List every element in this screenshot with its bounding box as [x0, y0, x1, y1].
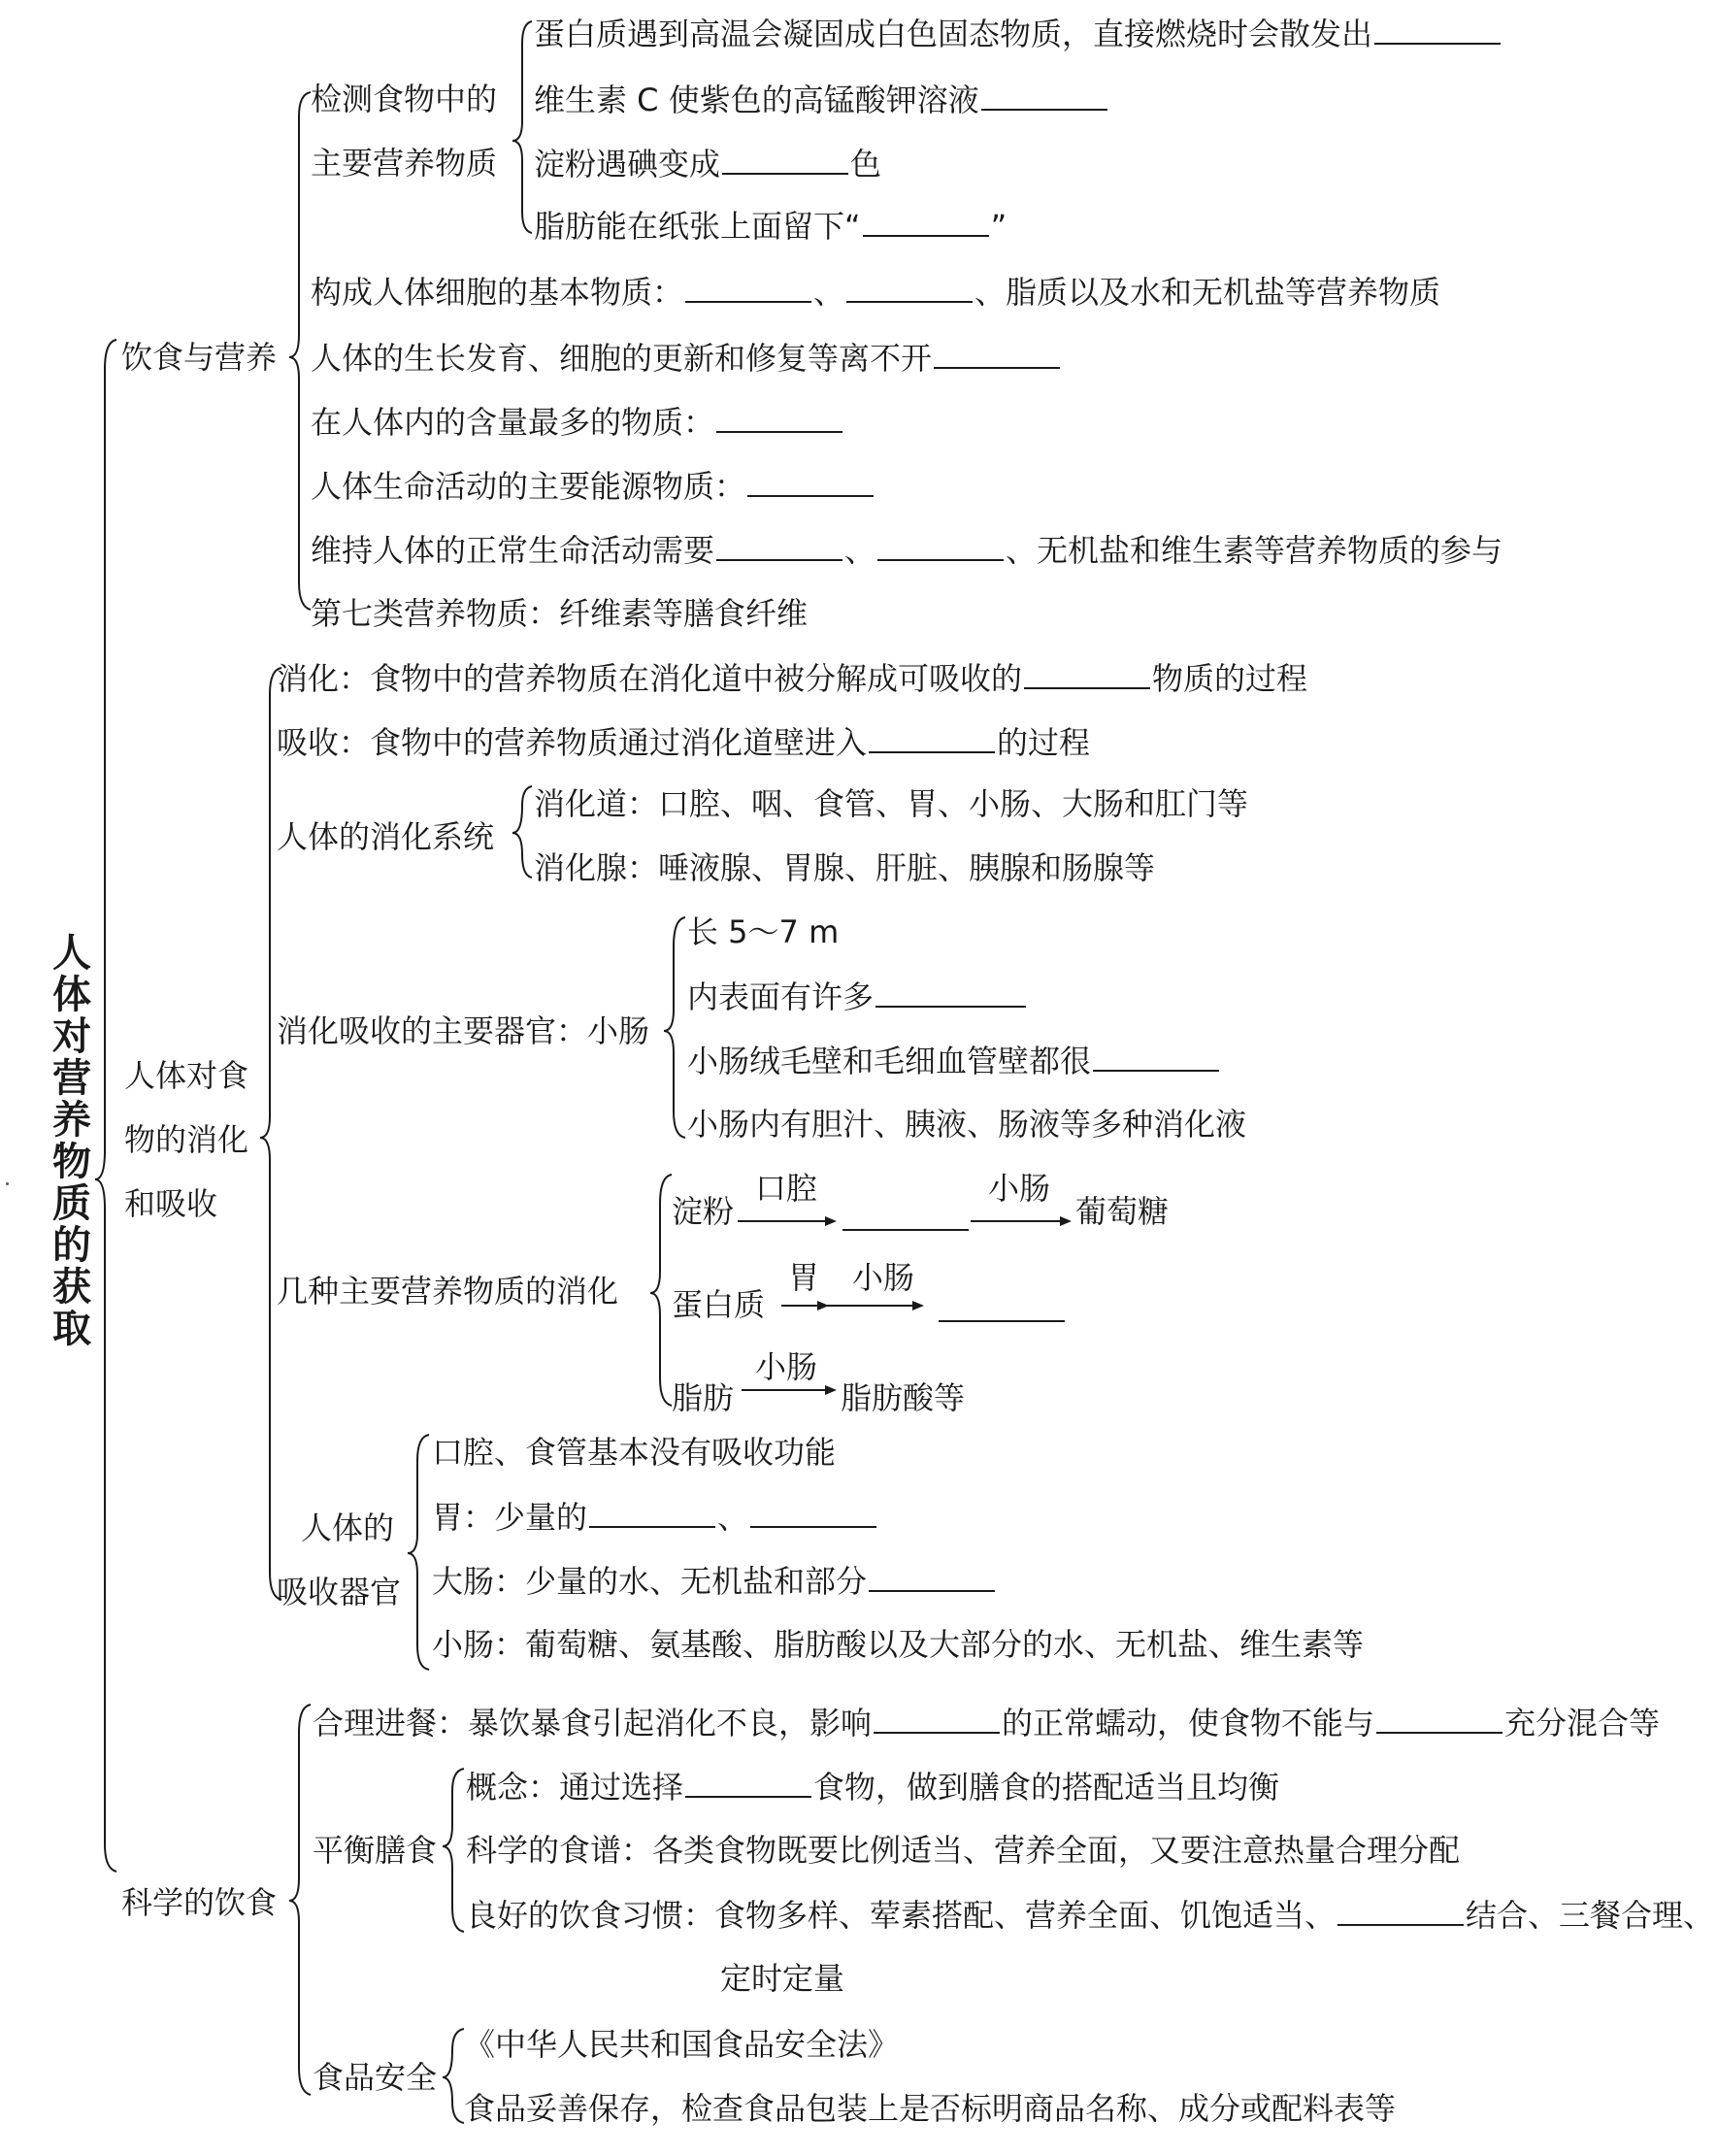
arrowhead [1060, 1216, 1072, 1226]
arrowhead [825, 1216, 837, 1226]
diet-item-text: 在人体内的含量最多的物质： [311, 404, 715, 441]
detect-item [534, 14, 1502, 53]
arrowhead [912, 1301, 924, 1310]
answer-blank[interactable] [747, 466, 874, 497]
small-intestine-juices: 小肠内有胆汁、胰液、肠液等多种消化液 [687, 1106, 1247, 1143]
diet-item-most [311, 402, 844, 442]
diet-item-text: 人体的生长发育、细胞的更新和修复等离不开 [311, 340, 933, 377]
science-text: 良好的饮食习惯：食物多样、荤素搭配、营养全面、饥饱适当、 [466, 1897, 1337, 1934]
root-brace [95, 340, 116, 1872]
answer-blank[interactable] [934, 338, 1060, 369]
science-text: 合理进餐：暴饮暴食引起消化不良，影响 [313, 1705, 873, 1741]
protein-arrow2-label: 小肠 [852, 1259, 915, 1296]
safety-brace [443, 2029, 464, 2123]
stray-dot [6, 1182, 9, 1185]
fat-arrow-label: 小肠 [755, 1348, 818, 1385]
detect-label-2: 主要营养物质 [311, 145, 498, 182]
answer-blank[interactable] [869, 722, 995, 753]
system-tract: 消化道：口腔、咽、食管、胃、小肠、大肠和肛门等 [534, 785, 1249, 822]
answer-blank[interactable] [1376, 1703, 1502, 1734]
starch-name: 淀粉 [672, 1193, 735, 1230]
definition-text: 吸收：食物中的营养物质通过消化道壁进入 [277, 724, 868, 761]
diet-item-text: 、脂质以及水和无机盐等营养物质 [974, 274, 1441, 311]
answer-blank[interactable] [685, 1767, 811, 1798]
answer-blank[interactable] [1337, 1895, 1464, 1926]
diet-item-text: 、无机盐和维生素等营养物质的参与 [1006, 532, 1503, 569]
diet-item-text: 构成人体细胞的基本物质： [311, 274, 684, 311]
small-intestine-length: 长 5～7 m [687, 913, 840, 950]
fat-name: 脂肪 [672, 1379, 735, 1416]
protein-arrow1-label: 胃 [788, 1259, 820, 1296]
diet-item-text: 、 [844, 532, 876, 569]
answer-blank[interactable] [1374, 14, 1501, 45]
detect-item-suffix: 色 [850, 146, 882, 182]
detect-item-text: 脂肪能在纸张上面留下“ [534, 208, 861, 245]
detect-item-text: 淀粉遇碘变成 [534, 146, 721, 182]
science-label: 科学的饮食 [121, 1884, 278, 1921]
answer-blank[interactable] [716, 402, 842, 433]
arrowhead [825, 1385, 837, 1395]
detect-item-text: 维生素 C 使紫色的高锰酸钾溶液 [534, 82, 979, 118]
protein-name: 蛋白质 [672, 1286, 766, 1323]
answer-blank[interactable] [1093, 1041, 1219, 1072]
starch-end: 葡萄糖 [1075, 1193, 1170, 1230]
balanced-habits-cont: 定时定量 [720, 1960, 845, 1997]
diet-item-seventh: 第七类营养物质：纤维素等膳食纤维 [311, 595, 809, 632]
small-intestine-wall [687, 1041, 1221, 1080]
diet-item-text: 、 [813, 274, 845, 311]
absorb-stomach [432, 1497, 878, 1537]
diet-item-maintain [311, 530, 1502, 570]
definition-text: 的过程 [997, 724, 1091, 761]
arrowhead [817, 1301, 829, 1310]
answer-blank[interactable] [722, 144, 848, 175]
starch-arrow1-label: 口腔 [755, 1170, 818, 1207]
absorption-definition [277, 722, 1090, 762]
system-brace [512, 786, 532, 878]
small-intestine-text: 内表面有许多 [687, 978, 875, 1015]
small-intestine-text: 小肠绒毛壁和毛细血管壁都很 [687, 1043, 1092, 1079]
science-text: 食物，做到膳食的搭配适当且均衡 [813, 1769, 1280, 1806]
answer-blank[interactable] [685, 272, 811, 303]
science-brace [289, 1705, 311, 2095]
detect-item-suffix: ” [990, 208, 1007, 245]
system-label: 人体的消化系统 [277, 818, 495, 855]
fat-end: 脂肪酸等 [841, 1379, 966, 1416]
answer-blank[interactable] [869, 1561, 995, 1592]
diet-item-basic [311, 272, 1440, 312]
absorb-text: 大肠：少量的水、无机盐和部分 [432, 1563, 868, 1600]
definition-text: 消化：食物中的营养物质在消化道中被分解成可吸收的 [277, 660, 1023, 697]
diet-item-text: 维持人体的正常生命活动需要 [311, 532, 715, 569]
answer-blank[interactable] [981, 80, 1107, 111]
nutrients-brace [650, 1175, 672, 1406]
digest-label-3: 和吸收 [124, 1185, 218, 1222]
detect-item [534, 80, 1109, 119]
absorb-small: 小肠：葡萄糖、氨基酸、脂肪酸以及大部分的水、无机盐、维生素等 [432, 1626, 1365, 1663]
absorb-large [432, 1561, 997, 1601]
science-text: 结合、三餐合理、 [1466, 1897, 1715, 1934]
detect-label-1: 检测食物中的 [311, 81, 498, 117]
absorb-label-2: 吸收器官 [277, 1574, 402, 1610]
page-title: 人体对营养物质的获取 [52, 930, 91, 1351]
safety-storage: 食品妥善保存，检查食品包装上是否标明商品名称、成分或配料表等 [464, 2090, 1397, 2127]
digest-brace [260, 668, 281, 1600]
absorb-mouth: 口腔、食管基本没有吸收功能 [432, 1434, 837, 1471]
system-glands: 消化腺：唾液腺、胃腺、肝脏、胰腺和肠腺等 [534, 849, 1156, 886]
answer-blank[interactable] [939, 1291, 1065, 1322]
starch-arrow2-label: 小肠 [988, 1170, 1051, 1207]
balanced-concept [466, 1767, 1279, 1807]
small-intestine-surface [687, 977, 1028, 1016]
answer-blank[interactable] [874, 1703, 1000, 1734]
diet-item-energy [311, 466, 875, 506]
definition-text: 物质的过程 [1152, 660, 1308, 697]
nutrients-label: 几种主要营养物质的消化 [277, 1273, 619, 1310]
small-intestine-brace [664, 917, 685, 1138]
safety-law: 《中华人民共和国食品安全法》 [464, 2026, 900, 2063]
answer-blank[interactable] [877, 530, 1004, 561]
absorb-brace [408, 1435, 429, 1670]
digest-label-1: 人体对食 [124, 1057, 249, 1094]
absorb-text: 胃：少量的 [432, 1499, 588, 1536]
detect-item-text: 蛋白质遇到高温会凝固成白色固态物质，直接燃烧时会散发出 [534, 16, 1373, 52]
science-text: 概念：通过选择 [466, 1769, 684, 1806]
answer-blank[interactable] [875, 977, 1026, 1008]
answer-blank[interactable] [750, 1497, 876, 1528]
diet-item-growth [311, 338, 1062, 378]
safety-label: 食品安全 [313, 2059, 438, 2096]
digestion-definition [277, 658, 1307, 698]
balanced-habits [466, 1895, 1714, 1935]
balanced-brace [443, 1769, 464, 1932]
balanced-recipe: 科学的食谱：各类食物既要比例适当、营养全面，又要注意热量合理分配 [466, 1832, 1461, 1869]
diet-item-text: 人体生命活动的主要能源物质： [311, 468, 746, 505]
small-intestine-label: 消化吸收的主要器官：小肠 [277, 1012, 650, 1049]
answer-blank[interactable] [842, 1200, 969, 1231]
reasonable-meal [313, 1703, 1660, 1742]
diet-label: 饮食与营养 [121, 339, 278, 376]
answer-blank[interactable] [863, 206, 989, 237]
detect-item [534, 144, 881, 183]
science-text: 的正常蠕动，使食物不能与 [1002, 1705, 1375, 1741]
absorb-text: 、 [717, 1499, 749, 1536]
balanced-label: 平衡膳食 [313, 1832, 438, 1869]
answer-blank[interactable] [846, 272, 973, 303]
answer-blank[interactable] [1024, 658, 1150, 689]
detect-item [534, 206, 1007, 246]
detect-brace [512, 21, 532, 233]
digest-label-2: 物的消化 [124, 1121, 249, 1158]
answer-blank[interactable] [589, 1497, 715, 1528]
science-text: 充分混合等 [1504, 1705, 1661, 1741]
diet-brace [289, 92, 311, 610]
answer-blank[interactable] [716, 530, 842, 561]
absorb-label-1: 人体的 [301, 1509, 395, 1546]
